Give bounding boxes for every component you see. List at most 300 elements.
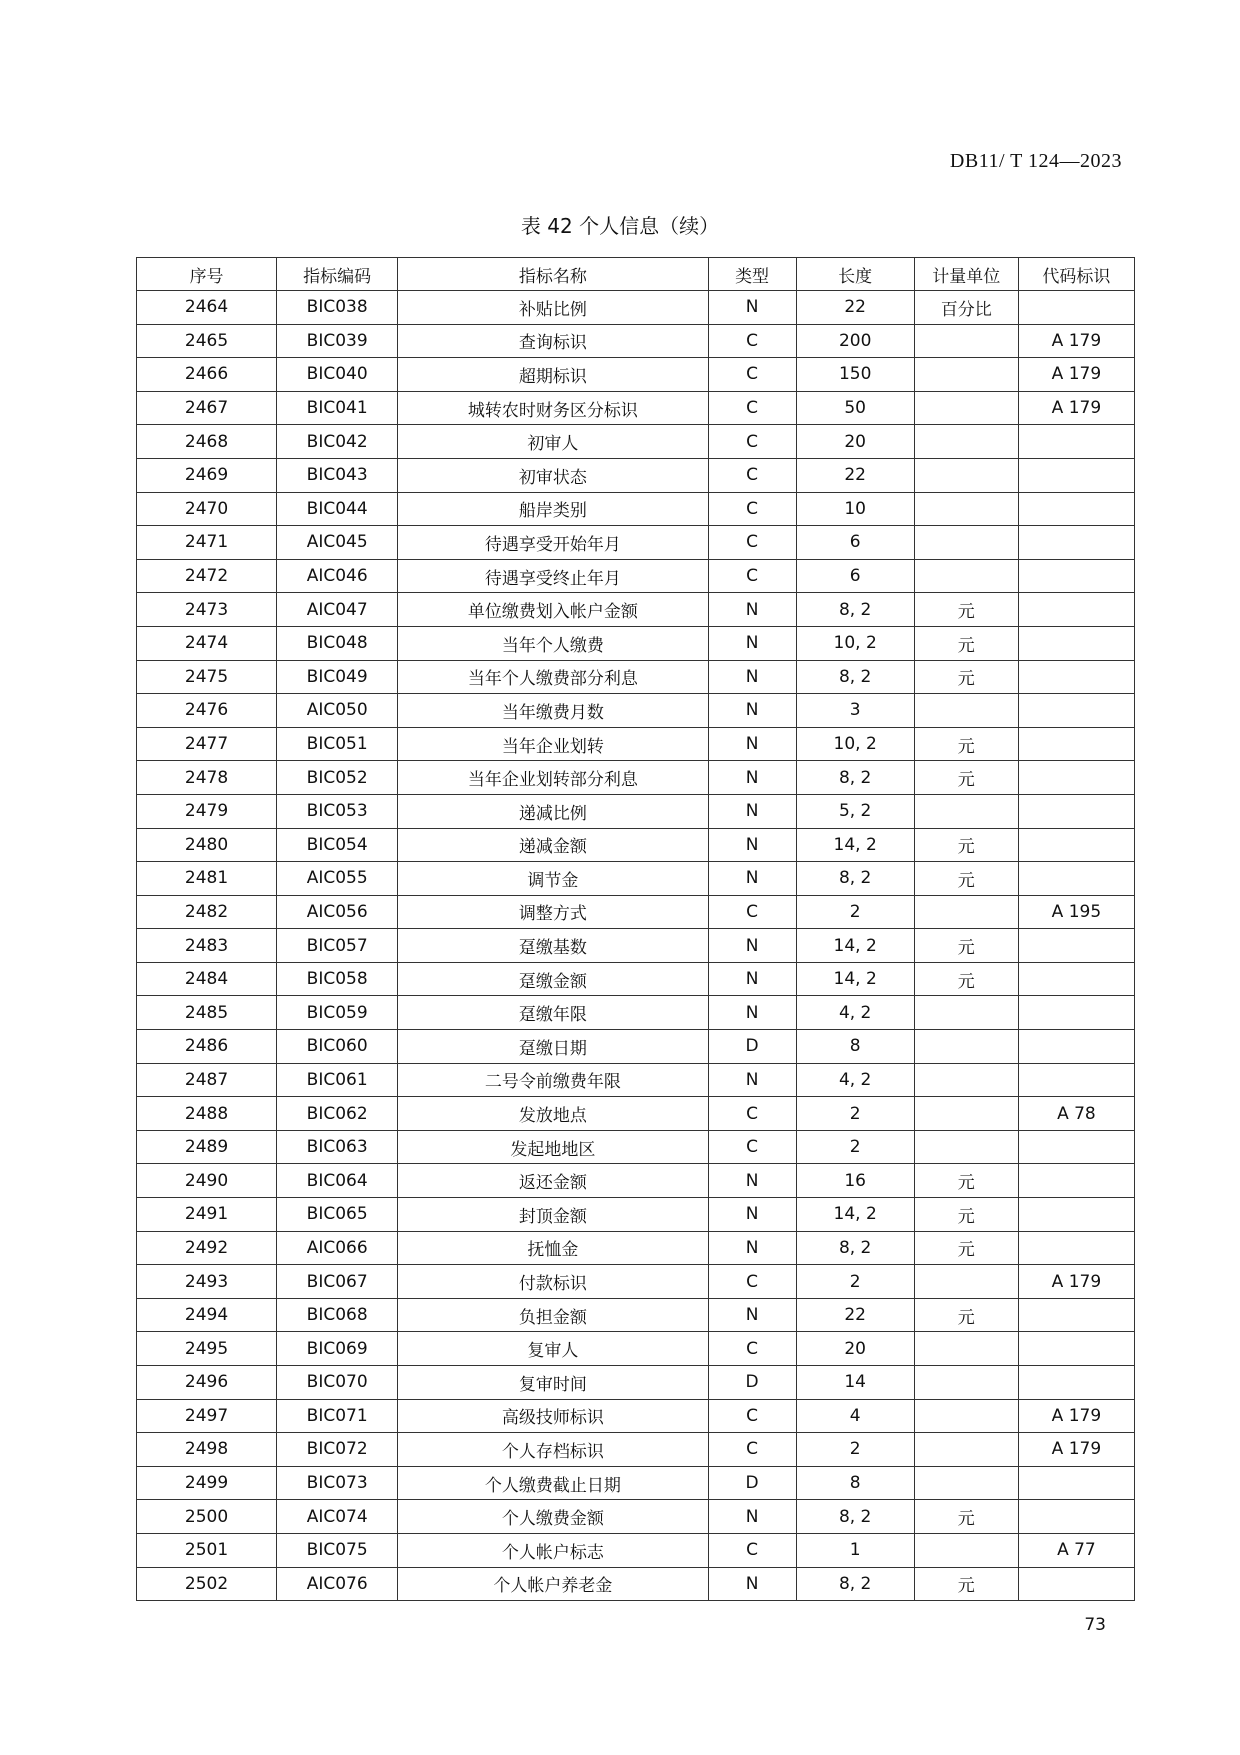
header-seq: 序号 bbox=[137, 258, 277, 291]
cell-seq: 2471 bbox=[137, 526, 277, 560]
cell-unit: 元 bbox=[914, 929, 1018, 963]
cell-length: 200 bbox=[796, 324, 914, 358]
cell-length: 1 bbox=[796, 1533, 914, 1567]
cell-type: C bbox=[708, 1097, 796, 1131]
cell-name: 城转农时财务区分标识 bbox=[398, 391, 708, 425]
cell-length: 2 bbox=[796, 1433, 914, 1467]
table-row bbox=[137, 458, 1135, 492]
cell-unit: 元 bbox=[914, 727, 1018, 761]
cell-seq: 2464 bbox=[137, 291, 277, 325]
table-row bbox=[137, 1366, 1135, 1400]
cell-code-ref bbox=[1018, 425, 1134, 459]
cell-length: 2 bbox=[796, 1130, 914, 1164]
cell-unit bbox=[914, 324, 1018, 358]
table-row bbox=[137, 1533, 1135, 1567]
cell-code: BIC054 bbox=[277, 828, 398, 862]
cell-name: 二号令前缴费年限 bbox=[398, 1063, 708, 1097]
cell-seq: 2488 bbox=[137, 1097, 277, 1131]
table-row bbox=[137, 626, 1135, 660]
cell-unit: 元 bbox=[914, 1164, 1018, 1198]
cell-seq: 2487 bbox=[137, 1063, 277, 1097]
cell-seq: 2492 bbox=[137, 1231, 277, 1265]
cell-name: 待遇享受开始年月 bbox=[398, 526, 708, 560]
cell-code-ref: A 179 bbox=[1018, 1265, 1134, 1299]
cell-type: C bbox=[708, 1533, 796, 1567]
cell-length: 22 bbox=[796, 1298, 914, 1332]
cell-unit: 元 bbox=[914, 1231, 1018, 1265]
cell-name: 船岸类别 bbox=[398, 492, 708, 526]
cell-seq: 2481 bbox=[137, 862, 277, 896]
cell-code: BIC063 bbox=[277, 1130, 398, 1164]
cell-type: N bbox=[708, 1231, 796, 1265]
cell-name: 抚恤金 bbox=[398, 1231, 708, 1265]
cell-seq: 2468 bbox=[137, 425, 277, 459]
cell-length: 10, 2 bbox=[796, 626, 914, 660]
cell-seq: 2467 bbox=[137, 391, 277, 425]
table-row bbox=[137, 929, 1135, 963]
cell-seq: 2501 bbox=[137, 1533, 277, 1567]
table-row bbox=[137, 1265, 1135, 1299]
cell-name: 个人帐户标志 bbox=[398, 1533, 708, 1567]
cell-type: N bbox=[708, 660, 796, 694]
cell-code-ref bbox=[1018, 794, 1134, 828]
table-row bbox=[137, 425, 1135, 459]
cell-type: N bbox=[708, 1500, 796, 1534]
cell-name: 趸缴金额 bbox=[398, 962, 708, 996]
cell-seq: 2476 bbox=[137, 694, 277, 728]
cell-type: N bbox=[708, 1298, 796, 1332]
cell-seq: 2469 bbox=[137, 458, 277, 492]
table-title: 表 42 个人信息（续） bbox=[520, 214, 720, 238]
cell-seq: 2489 bbox=[137, 1130, 277, 1164]
cell-name: 负担金额 bbox=[398, 1298, 708, 1332]
table-row bbox=[137, 1231, 1135, 1265]
table-row bbox=[137, 1198, 1135, 1232]
table-row bbox=[137, 694, 1135, 728]
table-row bbox=[137, 593, 1135, 627]
cell-seq: 2499 bbox=[137, 1466, 277, 1500]
cell-length: 6 bbox=[796, 526, 914, 560]
cell-code: BIC075 bbox=[277, 1533, 398, 1567]
cell-unit bbox=[914, 1265, 1018, 1299]
cell-unit bbox=[914, 694, 1018, 728]
cell-length: 4 bbox=[796, 1399, 914, 1433]
cell-code: BIC042 bbox=[277, 425, 398, 459]
cell-unit bbox=[914, 794, 1018, 828]
cell-code-ref bbox=[1018, 962, 1134, 996]
cell-type: C bbox=[708, 1332, 796, 1366]
cell-seq: 2473 bbox=[137, 593, 277, 627]
cell-name: 个人存档标识 bbox=[398, 1433, 708, 1467]
cell-length: 4, 2 bbox=[796, 1063, 914, 1097]
cell-seq: 2478 bbox=[137, 761, 277, 795]
cell-code: BIC043 bbox=[277, 458, 398, 492]
cell-code: BIC071 bbox=[277, 1399, 398, 1433]
cell-length: 14, 2 bbox=[796, 962, 914, 996]
cell-unit bbox=[914, 1366, 1018, 1400]
cell-code: BIC048 bbox=[277, 626, 398, 660]
cell-length: 16 bbox=[796, 1164, 914, 1198]
cell-unit bbox=[914, 1130, 1018, 1164]
cell-seq: 2500 bbox=[137, 1500, 277, 1534]
cell-name: 初审人 bbox=[398, 425, 708, 459]
cell-code-ref bbox=[1018, 291, 1134, 325]
cell-code-ref: A 179 bbox=[1018, 324, 1134, 358]
cell-name: 复审时间 bbox=[398, 1366, 708, 1400]
table-row bbox=[137, 660, 1135, 694]
cell-code-ref bbox=[1018, 492, 1134, 526]
cell-code-ref bbox=[1018, 929, 1134, 963]
table-row bbox=[137, 1164, 1135, 1198]
cell-length: 8, 2 bbox=[796, 862, 914, 896]
cell-seq: 2483 bbox=[137, 929, 277, 963]
table-row bbox=[137, 794, 1135, 828]
cell-length: 14, 2 bbox=[796, 1198, 914, 1232]
cell-length: 4, 2 bbox=[796, 996, 914, 1030]
cell-code: AIC045 bbox=[277, 526, 398, 560]
cell-seq: 2474 bbox=[137, 626, 277, 660]
header-code: 指标编码 bbox=[277, 258, 398, 291]
cell-code: AIC074 bbox=[277, 1500, 398, 1534]
cell-code-ref bbox=[1018, 1130, 1134, 1164]
cell-name: 递减金额 bbox=[398, 828, 708, 862]
cell-code-ref bbox=[1018, 1164, 1134, 1198]
cell-seq: 2470 bbox=[137, 492, 277, 526]
cell-length: 8, 2 bbox=[796, 593, 914, 627]
cell-length: 3 bbox=[796, 694, 914, 728]
cell-unit bbox=[914, 559, 1018, 593]
cell-seq: 2493 bbox=[137, 1265, 277, 1299]
cell-code-ref bbox=[1018, 1466, 1134, 1500]
cell-name: 当年个人缴费部分利息 bbox=[398, 660, 708, 694]
cell-seq: 2480 bbox=[137, 828, 277, 862]
cell-code: BIC059 bbox=[277, 996, 398, 1030]
cell-code: BIC053 bbox=[277, 794, 398, 828]
cell-length: 8 bbox=[796, 1466, 914, 1500]
cell-length: 22 bbox=[796, 458, 914, 492]
table-row bbox=[137, 1298, 1135, 1332]
cell-code-ref: A 77 bbox=[1018, 1533, 1134, 1567]
cell-code: AIC047 bbox=[277, 593, 398, 627]
cell-unit bbox=[914, 458, 1018, 492]
cell-unit bbox=[914, 1399, 1018, 1433]
cell-code: BIC069 bbox=[277, 1332, 398, 1366]
cell-unit: 元 bbox=[914, 1198, 1018, 1232]
cell-name: 调整方式 bbox=[398, 895, 708, 929]
cell-code-ref bbox=[1018, 996, 1134, 1030]
cell-type: N bbox=[708, 929, 796, 963]
cell-name: 调节金 bbox=[398, 862, 708, 896]
table-row bbox=[137, 1097, 1135, 1131]
cell-type: N bbox=[708, 694, 796, 728]
table-row bbox=[137, 559, 1135, 593]
table-row bbox=[137, 727, 1135, 761]
cell-unit: 元 bbox=[914, 862, 1018, 896]
header-length: 长度 bbox=[796, 258, 914, 291]
cell-unit bbox=[914, 358, 1018, 392]
cell-seq: 2472 bbox=[137, 559, 277, 593]
cell-type: C bbox=[708, 559, 796, 593]
table-row bbox=[137, 1433, 1135, 1467]
cell-unit: 元 bbox=[914, 761, 1018, 795]
cell-code: BIC049 bbox=[277, 660, 398, 694]
cell-type: N bbox=[708, 1164, 796, 1198]
table-row bbox=[137, 1030, 1135, 1064]
cell-seq: 2482 bbox=[137, 895, 277, 929]
cell-code-ref bbox=[1018, 626, 1134, 660]
cell-seq: 2475 bbox=[137, 660, 277, 694]
header-unit: 计量单位 bbox=[914, 258, 1018, 291]
cell-name: 待遇享受终止年月 bbox=[398, 559, 708, 593]
cell-name: 封顶金额 bbox=[398, 1198, 708, 1232]
table-row bbox=[137, 962, 1135, 996]
cell-name: 个人缴费金额 bbox=[398, 1500, 708, 1534]
cell-type: N bbox=[708, 794, 796, 828]
cell-code-ref bbox=[1018, 458, 1134, 492]
cell-type: C bbox=[708, 895, 796, 929]
cell-length: 50 bbox=[796, 391, 914, 425]
cell-code: AIC055 bbox=[277, 862, 398, 896]
cell-name: 高级技师标识 bbox=[398, 1399, 708, 1433]
cell-unit bbox=[914, 526, 1018, 560]
cell-type: N bbox=[708, 996, 796, 1030]
cell-type: N bbox=[708, 1063, 796, 1097]
cell-length: 8, 2 bbox=[796, 1231, 914, 1265]
cell-unit bbox=[914, 425, 1018, 459]
cell-unit bbox=[914, 1332, 1018, 1366]
cell-code-ref bbox=[1018, 828, 1134, 862]
cell-name: 查询标识 bbox=[398, 324, 708, 358]
cell-length: 6 bbox=[796, 559, 914, 593]
cell-code: BIC057 bbox=[277, 929, 398, 963]
table-row bbox=[137, 1063, 1135, 1097]
cell-type: N bbox=[708, 1567, 796, 1601]
cell-name: 当年企业划转 bbox=[398, 727, 708, 761]
cell-seq: 2465 bbox=[137, 324, 277, 358]
cell-unit: 元 bbox=[914, 1500, 1018, 1534]
header-name: 指标名称 bbox=[398, 258, 708, 291]
cell-code-ref bbox=[1018, 1030, 1134, 1064]
table-row bbox=[137, 291, 1135, 325]
cell-code: BIC040 bbox=[277, 358, 398, 392]
table-row bbox=[137, 1500, 1135, 1534]
cell-unit bbox=[914, 492, 1018, 526]
cell-code: BIC039 bbox=[277, 324, 398, 358]
table-body bbox=[137, 291, 1135, 1601]
cell-name: 返还金额 bbox=[398, 1164, 708, 1198]
cell-code: BIC038 bbox=[277, 291, 398, 325]
cell-seq: 2498 bbox=[137, 1433, 277, 1467]
table-row bbox=[137, 324, 1135, 358]
cell-type: N bbox=[708, 862, 796, 896]
cell-code-ref: A 179 bbox=[1018, 391, 1134, 425]
cell-length: 2 bbox=[796, 895, 914, 929]
cell-name: 超期标识 bbox=[398, 358, 708, 392]
cell-length: 5, 2 bbox=[796, 794, 914, 828]
cell-seq: 2477 bbox=[137, 727, 277, 761]
cell-length: 150 bbox=[796, 358, 914, 392]
cell-type: C bbox=[708, 492, 796, 526]
cell-code-ref bbox=[1018, 660, 1134, 694]
cell-code: BIC051 bbox=[277, 727, 398, 761]
cell-code: AIC066 bbox=[277, 1231, 398, 1265]
cell-unit bbox=[914, 1063, 1018, 1097]
cell-code-ref bbox=[1018, 1231, 1134, 1265]
cell-code: AIC076 bbox=[277, 1567, 398, 1601]
cell-length: 14, 2 bbox=[796, 929, 914, 963]
table-row bbox=[137, 391, 1135, 425]
cell-type: N bbox=[708, 593, 796, 627]
cell-code-ref bbox=[1018, 761, 1134, 795]
cell-unit: 元 bbox=[914, 593, 1018, 627]
cell-unit bbox=[914, 1533, 1018, 1567]
cell-name: 趸缴年限 bbox=[398, 996, 708, 1030]
cell-type: D bbox=[708, 1366, 796, 1400]
cell-name: 个人帐户养老金 bbox=[398, 1567, 708, 1601]
cell-type: N bbox=[708, 828, 796, 862]
cell-unit bbox=[914, 996, 1018, 1030]
cell-seq: 2497 bbox=[137, 1399, 277, 1433]
cell-unit: 元 bbox=[914, 626, 1018, 660]
cell-seq: 2484 bbox=[137, 962, 277, 996]
cell-type: C bbox=[708, 1130, 796, 1164]
cell-type: C bbox=[708, 425, 796, 459]
cell-name: 付款标识 bbox=[398, 1265, 708, 1299]
table-row bbox=[137, 1130, 1135, 1164]
cell-length: 20 bbox=[796, 425, 914, 459]
cell-code: AIC056 bbox=[277, 895, 398, 929]
cell-seq: 2494 bbox=[137, 1298, 277, 1332]
standard-code: DB11/ T 124—2023 bbox=[949, 150, 1122, 172]
cell-name: 初审状态 bbox=[398, 458, 708, 492]
cell-code-ref bbox=[1018, 1500, 1134, 1534]
cell-seq: 2485 bbox=[137, 996, 277, 1030]
cell-length: 8 bbox=[796, 1030, 914, 1064]
cell-type: N bbox=[708, 1198, 796, 1232]
cell-type: N bbox=[708, 291, 796, 325]
cell-code: BIC064 bbox=[277, 1164, 398, 1198]
cell-unit: 元 bbox=[914, 1567, 1018, 1601]
cell-code-ref bbox=[1018, 1332, 1134, 1366]
cell-code-ref bbox=[1018, 694, 1134, 728]
cell-name: 当年个人缴费 bbox=[398, 626, 708, 660]
cell-length: 8, 2 bbox=[796, 1567, 914, 1601]
cell-length: 8, 2 bbox=[796, 761, 914, 795]
cell-name: 补贴比例 bbox=[398, 291, 708, 325]
cell-unit: 元 bbox=[914, 962, 1018, 996]
cell-code-ref bbox=[1018, 1567, 1134, 1601]
table-row bbox=[137, 1399, 1135, 1433]
cell-code: BIC041 bbox=[277, 391, 398, 425]
cell-length: 14 bbox=[796, 1366, 914, 1400]
cell-unit: 百分比 bbox=[914, 291, 1018, 325]
cell-length: 2 bbox=[796, 1265, 914, 1299]
cell-code: AIC046 bbox=[277, 559, 398, 593]
cell-code-ref bbox=[1018, 1063, 1134, 1097]
cell-length: 20 bbox=[796, 1332, 914, 1366]
cell-code-ref bbox=[1018, 1198, 1134, 1232]
cell-length: 2 bbox=[796, 1097, 914, 1131]
table-row bbox=[137, 761, 1135, 795]
cell-name: 趸缴基数 bbox=[398, 929, 708, 963]
table-row bbox=[137, 828, 1135, 862]
cell-code-ref: A 179 bbox=[1018, 358, 1134, 392]
cell-code: BIC061 bbox=[277, 1063, 398, 1097]
cell-length: 8, 2 bbox=[796, 1500, 914, 1534]
cell-type: C bbox=[708, 1399, 796, 1433]
cell-unit: 元 bbox=[914, 660, 1018, 694]
table-row bbox=[137, 526, 1135, 560]
cell-code-ref bbox=[1018, 727, 1134, 761]
cell-code-ref bbox=[1018, 862, 1134, 896]
cell-unit: 元 bbox=[914, 1298, 1018, 1332]
cell-seq: 2496 bbox=[137, 1366, 277, 1400]
cell-length: 22 bbox=[796, 291, 914, 325]
cell-code: BIC060 bbox=[277, 1030, 398, 1064]
header-type: 类型 bbox=[708, 258, 796, 291]
cell-name: 当年缴费月数 bbox=[398, 694, 708, 728]
cell-code-ref: A 78 bbox=[1018, 1097, 1134, 1131]
cell-code-ref: A 179 bbox=[1018, 1433, 1134, 1467]
header-code-ref: 代码标识 bbox=[1018, 258, 1134, 291]
cell-code-ref: A 195 bbox=[1018, 895, 1134, 929]
cell-type: C bbox=[708, 391, 796, 425]
table-header-row bbox=[137, 258, 1135, 291]
cell-unit bbox=[914, 1097, 1018, 1131]
cell-code: BIC070 bbox=[277, 1366, 398, 1400]
table-row bbox=[137, 862, 1135, 896]
cell-type: D bbox=[708, 1466, 796, 1500]
table-row bbox=[137, 1332, 1135, 1366]
cell-name: 个人缴费截止日期 bbox=[398, 1466, 708, 1500]
table-row bbox=[137, 1567, 1135, 1601]
cell-code: BIC052 bbox=[277, 761, 398, 795]
cell-type: C bbox=[708, 458, 796, 492]
cell-name: 递减比例 bbox=[398, 794, 708, 828]
cell-name: 发起地地区 bbox=[398, 1130, 708, 1164]
cell-unit: 元 bbox=[914, 828, 1018, 862]
page-number: 73 bbox=[1084, 1615, 1106, 1635]
cell-code: BIC068 bbox=[277, 1298, 398, 1332]
cell-length: 10 bbox=[796, 492, 914, 526]
cell-code: BIC067 bbox=[277, 1265, 398, 1299]
cell-type: D bbox=[708, 1030, 796, 1064]
cell-code-ref bbox=[1018, 593, 1134, 627]
cell-name: 趸缴日期 bbox=[398, 1030, 708, 1064]
cell-code: BIC062 bbox=[277, 1097, 398, 1131]
cell-seq: 2466 bbox=[137, 358, 277, 392]
table-row bbox=[137, 1466, 1135, 1500]
indicator-table bbox=[136, 257, 1135, 1601]
cell-seq: 2495 bbox=[137, 1332, 277, 1366]
table-row bbox=[137, 996, 1135, 1030]
cell-code: BIC073 bbox=[277, 1466, 398, 1500]
table-row bbox=[137, 895, 1135, 929]
cell-unit bbox=[914, 1433, 1018, 1467]
cell-type: N bbox=[708, 727, 796, 761]
cell-name: 单位缴费划入帐户金额 bbox=[398, 593, 708, 627]
cell-type: C bbox=[708, 358, 796, 392]
cell-type: C bbox=[708, 324, 796, 358]
cell-length: 14, 2 bbox=[796, 828, 914, 862]
cell-length: 10, 2 bbox=[796, 727, 914, 761]
cell-code-ref bbox=[1018, 1298, 1134, 1332]
cell-type: C bbox=[708, 526, 796, 560]
table-row bbox=[137, 358, 1135, 392]
cell-seq: 2486 bbox=[137, 1030, 277, 1064]
cell-unit bbox=[914, 391, 1018, 425]
cell-name: 当年企业划转部分利息 bbox=[398, 761, 708, 795]
